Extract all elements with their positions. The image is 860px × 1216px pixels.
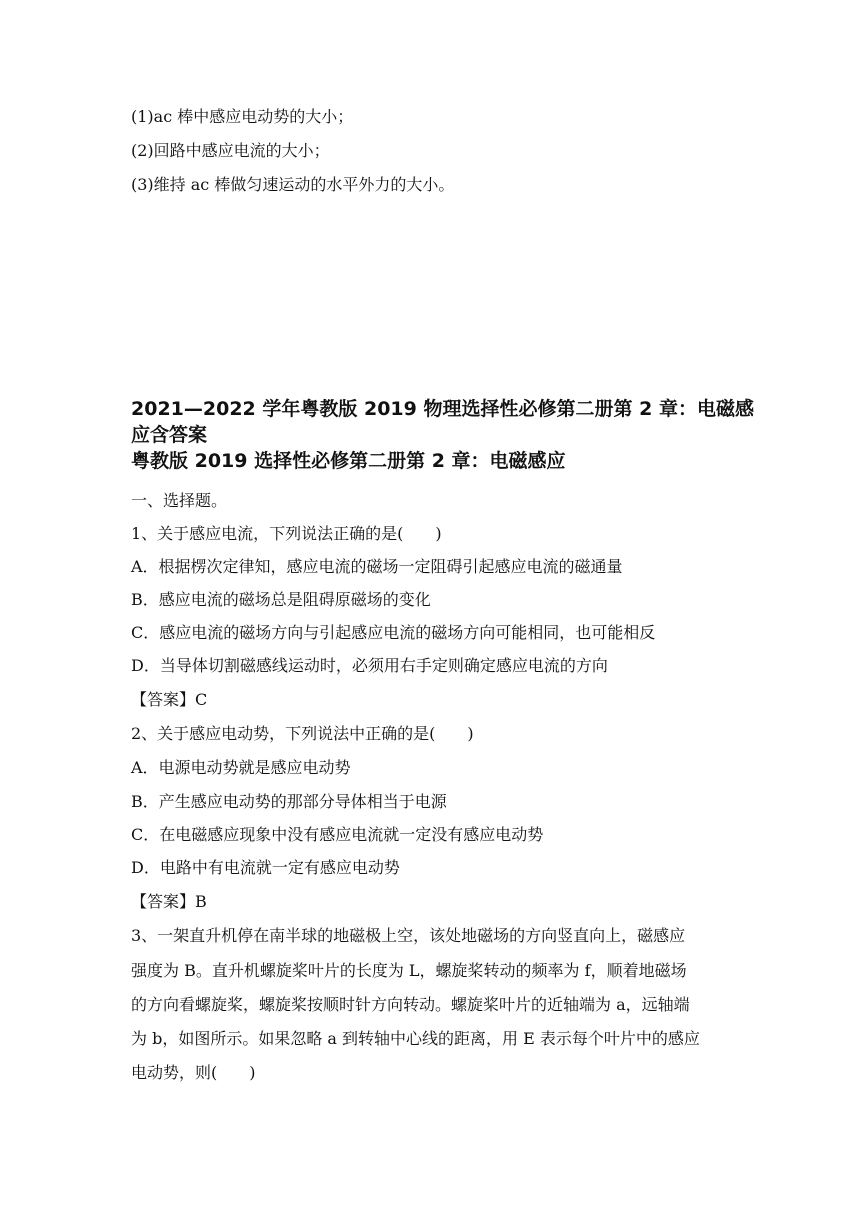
q3-line-4: 为 b，如图所示。如果忽略 a 到转轴中心线的距离，用 E 表示每个叶片中的感应 — [131, 1029, 700, 1048]
q3-line-3: 的方向看螺旋桨，螺旋桨按顺时针方向转动。螺旋桨叶片的近轴端为 a，远轴端 — [131, 995, 690, 1014]
document-title-line2: 应含答案 — [131, 424, 208, 446]
q2-answer: 【答案】B — [131, 892, 207, 911]
section-heading: 一、选择题。 — [131, 491, 228, 510]
q1-option-d: D．当导体切割磁感线运动时，必须用右手定则确定感应电流的方向 — [131, 656, 608, 675]
document-subtitle: 粤教版 2019 选择性必修第二册第 2 章：电磁感应 — [131, 450, 566, 472]
q3-line-1: 3、一架直升机停在南半球的地磁极上空，该处地磁场的方向竖直向上，磁感应 — [131, 926, 686, 945]
sub-question-3: (3)维持 ac 棒做匀速运动的水平外力的大小。 — [131, 175, 455, 194]
q2-option-c: C．在电磁感应现象中没有感应电流就一定没有感应电动势 — [131, 825, 544, 844]
document-title-line1: 2021—2022 学年粤教版 2019 物理选择性必修第二册第 2 章：电磁感 — [131, 398, 754, 420]
q1-stem: 1、关于感应电流，下列说法正确的是( ) — [131, 524, 442, 543]
q3-line-5: 电动势，则( ) — [131, 1063, 256, 1082]
sub-question-1: (1)ac 棒中感应电动势的大小； — [131, 107, 354, 126]
q1-option-c: C．感应电流的磁场方向与引起感应电流的磁场方向可能相同，也可能相反 — [131, 623, 656, 642]
q3-line-2: 强度为 B。直升机螺旋桨叶片的长度为 L，螺旋桨转动的频率为 f，顺着地磁场 — [131, 961, 687, 980]
q1-option-b: B．感应电流的磁场总是阻碍原磁场的变化 — [131, 590, 431, 609]
q2-stem: 2、关于感应电动势，下列说法中正确的是( ) — [131, 724, 474, 743]
sub-question-2: (2)回路中感应电流的大小； — [131, 141, 330, 160]
q1-option-a: A．根据楞次定律知，感应电流的磁场一定阻碍引起感应电流的磁通量 — [131, 557, 623, 576]
q2-option-b: B．产生感应电动势的那部分导体相当于电源 — [131, 792, 447, 811]
q2-option-a: A．电源电动势就是感应电动势 — [131, 758, 351, 777]
q1-answer: 【答案】C — [131, 690, 208, 709]
q2-option-d: D．电路中有电流就一定有感应电动势 — [131, 858, 400, 877]
